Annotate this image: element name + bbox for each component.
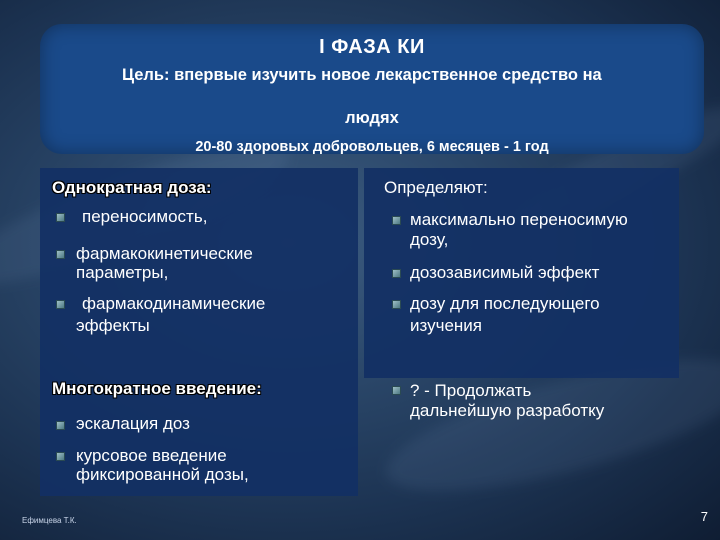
- bullet-icon: [56, 300, 65, 309]
- goal-line-2: людях: [345, 109, 399, 127]
- right-item-continue-line1: ? - Продолжать: [410, 381, 532, 400]
- bullet-icon: [392, 216, 401, 225]
- right-item-next-dose-line1: дозу для последующего: [410, 294, 600, 313]
- bullet-icon: [392, 386, 401, 395]
- header-box: [40, 24, 704, 154]
- bullet-icon: [392, 300, 401, 309]
- single-item-pd-line2: эффекты: [76, 316, 150, 335]
- bullet-icon: [56, 250, 65, 259]
- right-item-next-dose-line2: изучения: [410, 316, 483, 335]
- single-dose-heading: Однократная доза:: [52, 178, 212, 197]
- slide-title: I ФАЗА КИ: [319, 36, 425, 58]
- right-item-continue-line2: дальнейшую разработку: [410, 401, 605, 420]
- right-item-mtd-line1: максимально переносимую: [410, 210, 628, 229]
- single-item-pk-line1: фармакокинетические: [76, 244, 253, 263]
- bullet-icon: [56, 452, 65, 461]
- multi-item-course-line2: фиксированной дозы,: [76, 465, 249, 484]
- right-item-mtd-line2: дозу,: [410, 230, 449, 249]
- right-item-dose-response: дозозависимый эффект: [410, 263, 600, 282]
- multi-item-course-line1: курсовое введение: [76, 446, 227, 465]
- multi-item-escalation: эскалация доз: [76, 414, 190, 433]
- author-credit: Ефимцева Т.К.: [22, 516, 77, 525]
- determine-heading: Определяют:: [384, 178, 488, 197]
- single-item-tolerability: переносимость,: [82, 207, 208, 226]
- multi-dose-heading: Многократное введение:: [52, 379, 262, 398]
- bullet-icon: [56, 213, 65, 222]
- volunteers-text: 20-80 здоровых добровольцев, 6 месяцев - 1 год: [195, 139, 549, 155]
- bullet-icon: [56, 421, 65, 430]
- page-number: 7: [700, 509, 708, 524]
- single-item-pd-line1: фармакодинамические: [82, 294, 266, 313]
- bullet-icon: [392, 269, 401, 278]
- goal-line-1: Цель: впервые изучить новое лекарственное средство на: [122, 66, 602, 84]
- single-item-pk-line2: параметры,: [76, 263, 169, 282]
